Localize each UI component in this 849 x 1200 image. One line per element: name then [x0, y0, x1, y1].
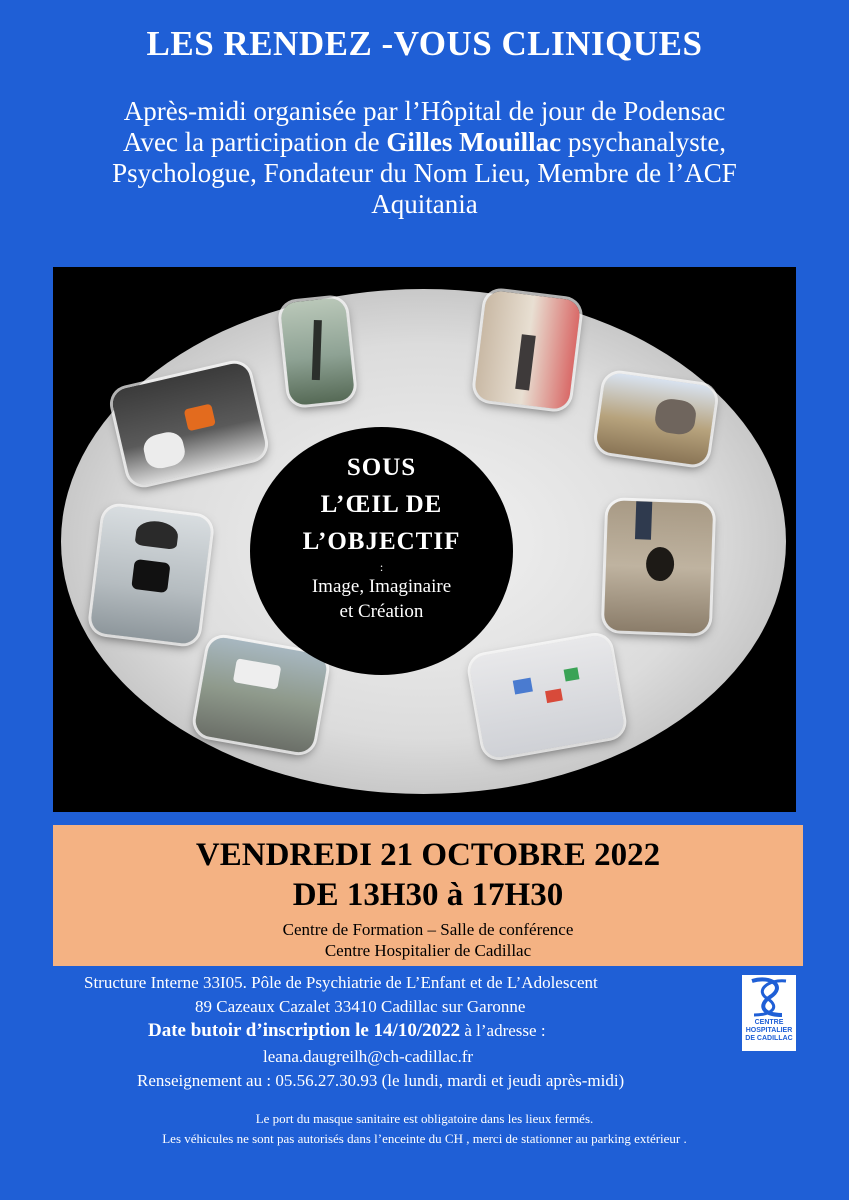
- address-line: 89 Cazeaux Cazalet 33410 Cadillac sur Garonne: [195, 997, 526, 1016]
- phone-line: Renseignement au : 05.56.27.30.93 (le lundi, mardi et jeudi après-midi): [137, 1071, 625, 1090]
- structure-line: Structure Interne 33I05. Pôle de Psychiatrie de L’Enfant et de L’Adolescent: [84, 973, 598, 992]
- poster-title: LES RENDEZ -VOUS CLINIQUES: [146, 24, 703, 63]
- subtitle-line-participation: [0, 127, 849, 158]
- photo-selfie-mirror: [90, 505, 213, 645]
- center-title-line2: L’ŒIL DE: [320, 491, 443, 518]
- photo-donkey: [595, 372, 717, 467]
- mask-note: Le port du masque sanitaire est obligatoire dans les lieux fermés.: [255, 1111, 594, 1126]
- deadline-suffix: à l’adresse :: [460, 1021, 546, 1040]
- participation-prefix: Avec la participation de: [122, 127, 387, 157]
- logo-text-line1: CENTRE: [754, 1019, 784, 1026]
- center-title-line3: L’OBJECTIF: [302, 528, 461, 555]
- hospital-logo: [742, 975, 796, 1051]
- photo-collage: [53, 267, 796, 812]
- subtitle-line-organizer: Après-midi organisée par l’Hôpital de jour de Podensac: [123, 96, 726, 126]
- logo-text-line3: DE CADILLAC: [745, 1035, 793, 1042]
- event-date: VENDREDI 21 OCTOBRE 2022: [195, 837, 661, 873]
- logo-text-line2: HOSPITALIER: [745, 1027, 793, 1034]
- notes: [0, 1109, 849, 1149]
- subtitle-line-roles: Psychologue, Fondateur du Nom Lieu, Membre de l’ACF: [112, 158, 737, 188]
- center-subtitle-line1: Image, Imaginaire: [311, 576, 452, 597]
- event-time: DE 13H30 à 17H30: [292, 877, 564, 913]
- deadline-text: Date butoir d’inscription le 14/10/2022: [148, 1020, 461, 1041]
- email-link[interactable]: leana.daugreilh@ch-cadillac.fr: [263, 1047, 474, 1066]
- photo-hallway: [474, 290, 582, 411]
- logo-swirl-icon: [742, 975, 796, 1019]
- photo-feet-on-ground: [604, 500, 713, 634]
- speaker-name: Gilles Mouillac: [386, 127, 562, 157]
- subtitle-block: [0, 96, 849, 220]
- event-date-box: [53, 825, 803, 966]
- event-venue-hospital: Centre Hospitalier de Cadillac: [324, 941, 532, 960]
- logo-text: [742, 1019, 796, 1043]
- subtitle-line-city: Aquitania: [371, 189, 478, 219]
- deadline-line: [148, 1020, 546, 1042]
- center-colon: :: [379, 560, 384, 574]
- photo-shadow-on-grass: [280, 297, 355, 406]
- center-text: [250, 449, 513, 624]
- event-venue-room: Centre de Formation – Salle de conférence: [282, 920, 574, 939]
- center-title-line1: SOUS: [346, 454, 417, 481]
- parking-note: Les véhicules ne sont pas autorisés dans l’enceinte du CH , merci de stationner au parking extérieur .: [162, 1131, 687, 1146]
- participation-suffix: psychanalyste,: [561, 127, 727, 157]
- center-subtitle-line2: et Création: [339, 601, 424, 622]
